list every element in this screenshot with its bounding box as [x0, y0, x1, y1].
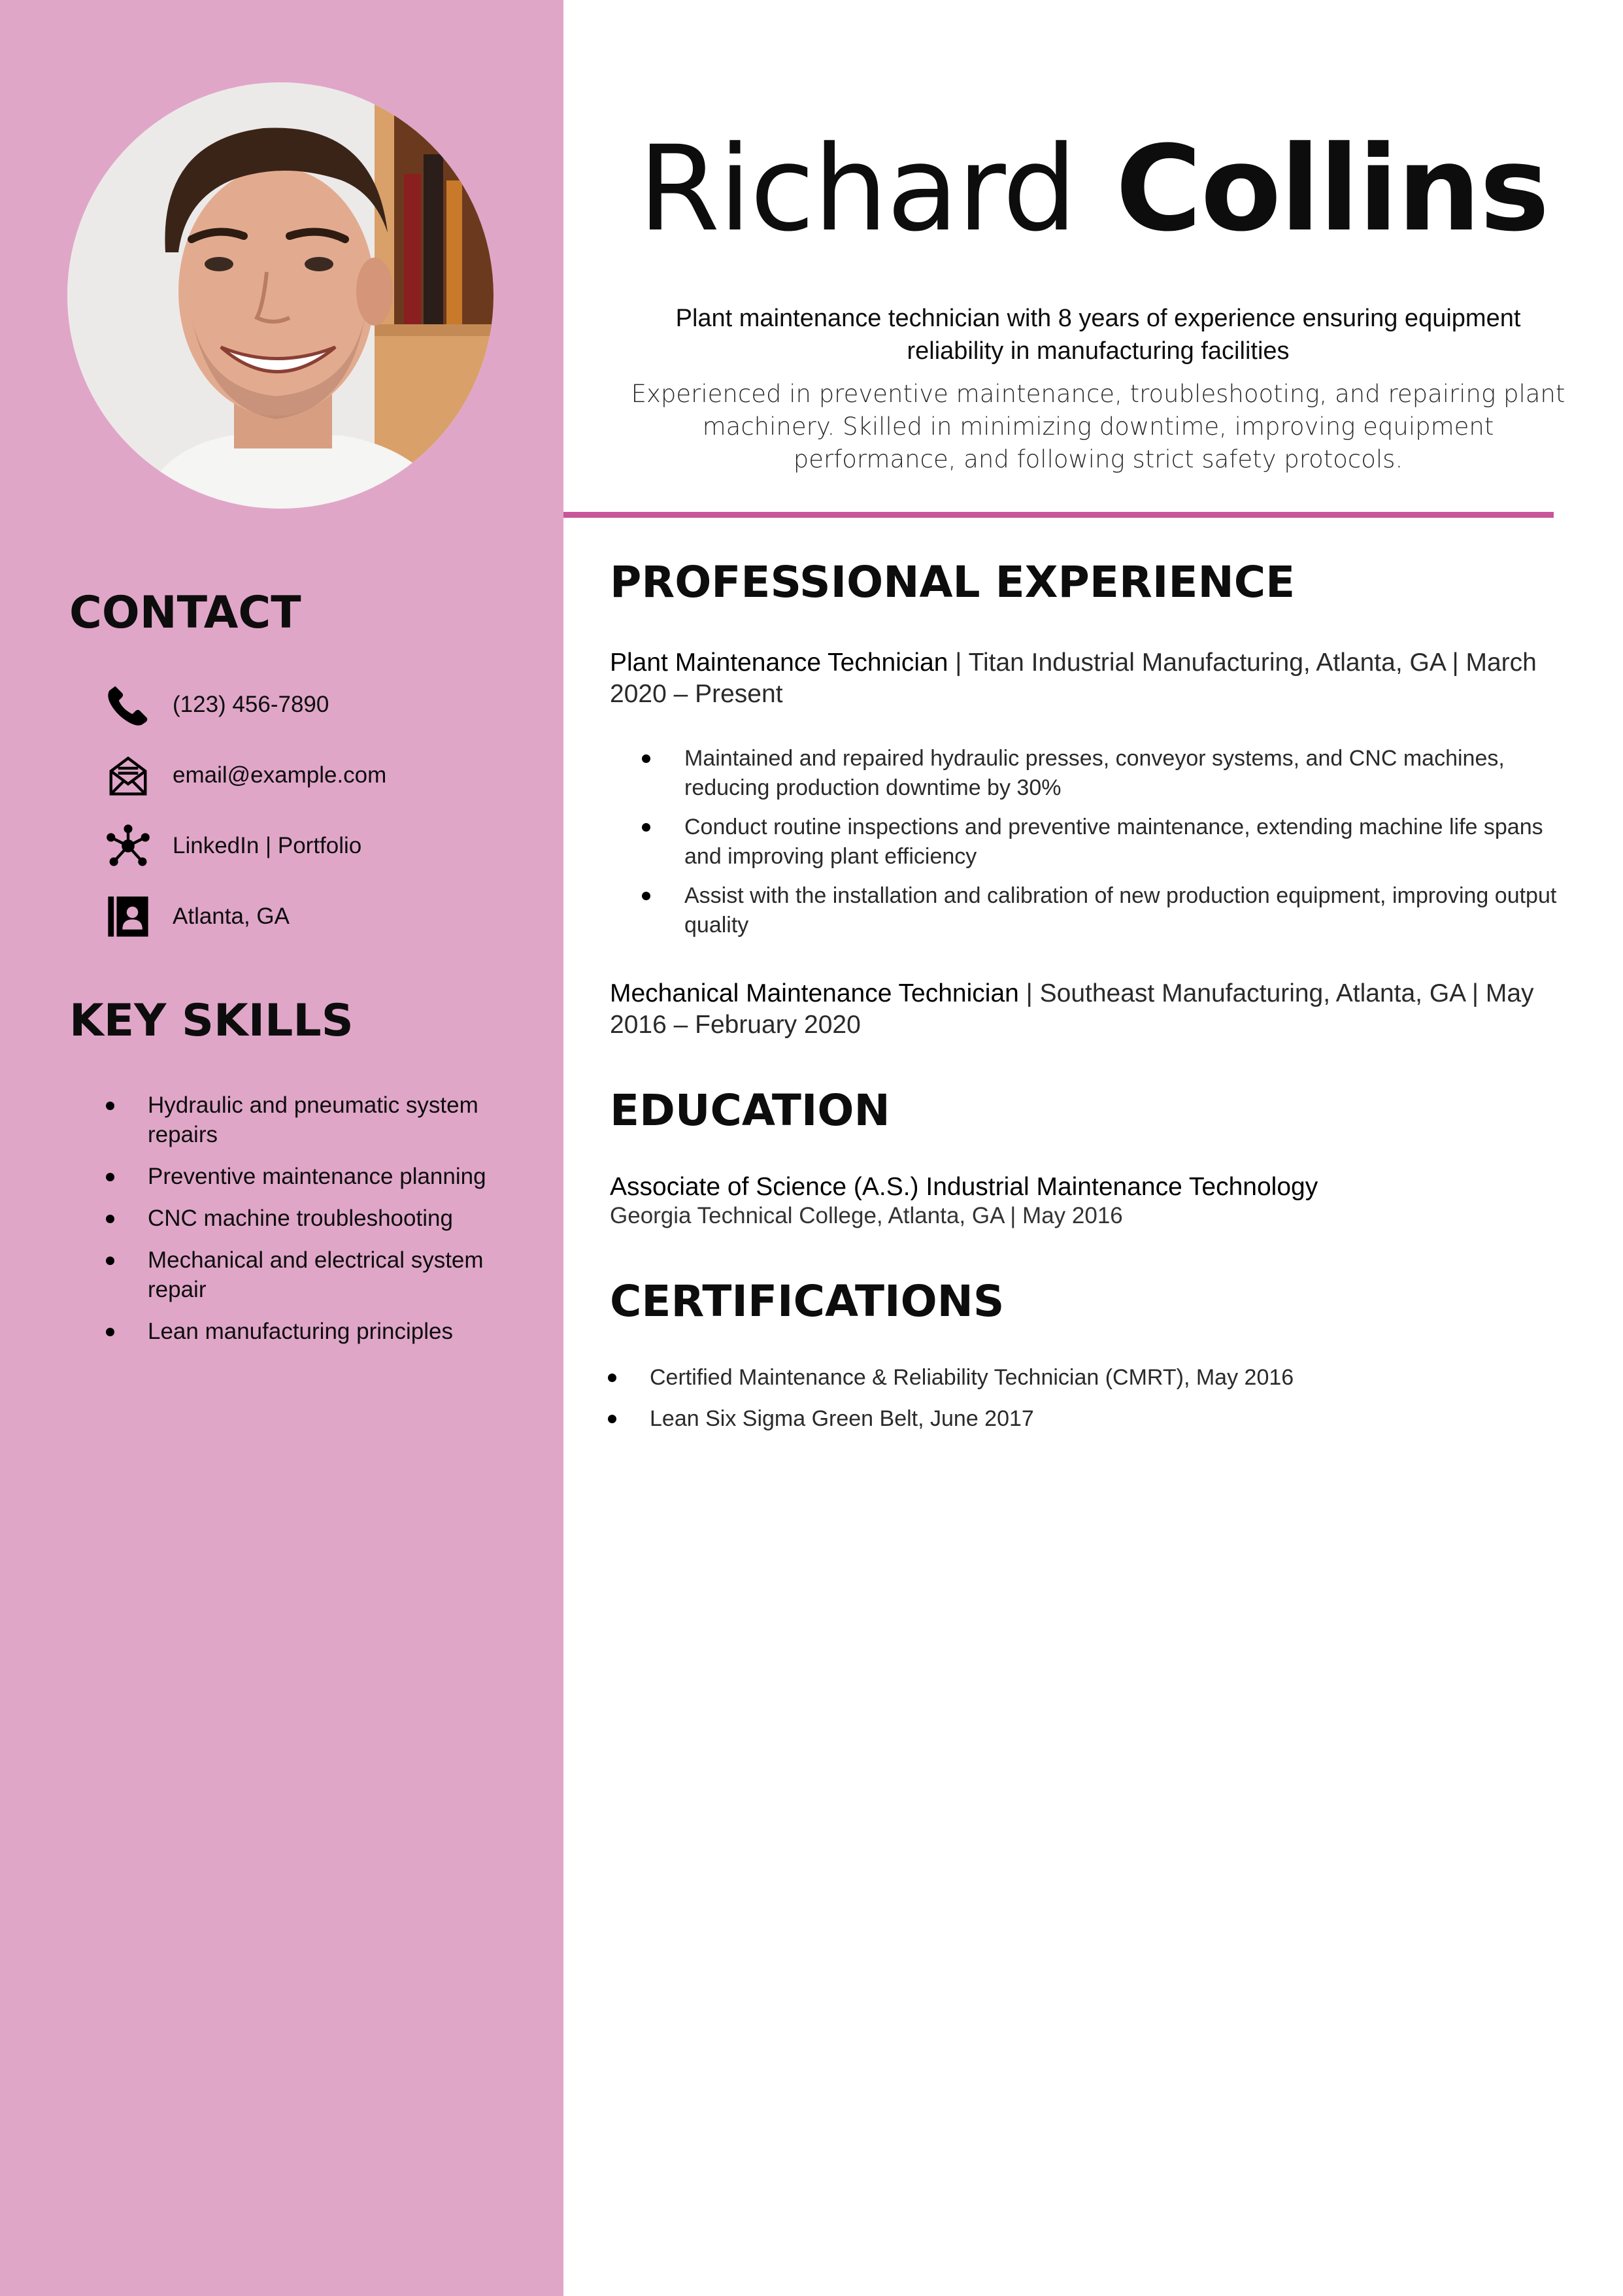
- sidebar: [0, 0, 563, 2296]
- school: Georgia Technical College, Atlanta, GA | May 2016: [610, 1203, 1123, 1228]
- certifications-list: [607, 1363, 1522, 1445]
- header-divider: [563, 512, 1554, 518]
- tagline: Plant maintenance technician with 8 years of experience ensuring equipment reliability in manufacturing facilities: [675, 305, 1521, 365]
- contact-card-icon: [105, 893, 152, 940]
- summary: Experienced in preventive maintenance, troubleshooting, and repairing plant machinery. Skilled in minimizing downtime, improving equipment performance, and following strict safety protocols.: [631, 380, 1565, 473]
- portrait-illustration: [67, 82, 494, 509]
- list-item: Maintained and repaired hydraulic presses, conveyor systems, and CNC machines, reducing production downtime by 30%: [642, 744, 1557, 803]
- job-line-1: [610, 647, 1564, 710]
- job-title: Mechanical Maintenance Technician: [610, 979, 1019, 1007]
- list-item: Conduct routine inspections and preventive maintenance, extending machine life spans and improving plant efficiency: [642, 813, 1557, 871]
- key-skills-heading: KEY SKILLS: [69, 995, 354, 1047]
- list-item: Lean Six Sigma Green Belt, June 2017: [607, 1404, 1522, 1434]
- key-skills-list: [105, 1090, 523, 1359]
- network-icon: [105, 822, 152, 869]
- contact-phone-text: (123) 456-7890: [173, 692, 329, 717]
- list-item: CNC machine troubleshooting: [105, 1204, 523, 1233]
- contact-heading: CONTACT: [69, 587, 301, 639]
- envelope-icon: [105, 752, 152, 799]
- contact-location-text: Atlanta, GA: [173, 903, 290, 929]
- job-details: | Southeast Manufacturing, Atlanta, GA | May 2016 – February 2020: [610, 979, 1534, 1039]
- phone-icon: [105, 681, 152, 728]
- job-title: Plant Maintenance Technician: [610, 649, 948, 677]
- job-bullets: [642, 744, 1557, 950]
- list-item: Hydraulic and pneumatic system repairs: [105, 1090, 523, 1149]
- list-item: Mechanical and electrical system repair: [105, 1245, 523, 1304]
- first-name: Richard: [638, 121, 1076, 258]
- contact-phone[interactable]: [105, 679, 329, 731]
- last-name: Collins: [1115, 121, 1548, 258]
- job-details: | Titan Industrial Manufacturing, Atlanta, GA | March 2020 – Present: [610, 649, 1537, 708]
- list-item: Preventive maintenance planning: [105, 1162, 523, 1191]
- profile-photo: [67, 82, 494, 509]
- list-item: Assist with the installation and calibration of new production equipment, improving output quality: [642, 881, 1557, 940]
- contact-email[interactable]: [105, 749, 387, 802]
- contact-links-text: LinkedIn | Portfolio: [173, 833, 362, 858]
- job-line-2: [610, 978, 1564, 1041]
- experience-heading: PROFESSIONAL EXPERIENCE: [610, 557, 1296, 607]
- list-item: Lean manufacturing principles: [105, 1317, 523, 1346]
- contact-location[interactable]: [105, 890, 290, 943]
- degree: Associate of Science (A.S.) Industrial Maintenance Technology: [610, 1173, 1318, 1201]
- contact-email-text: email@example.com: [173, 762, 387, 788]
- person-name: [563, 121, 1623, 258]
- contact-links[interactable]: [105, 820, 362, 872]
- certifications-heading: CERTIFICATIONS: [610, 1276, 1005, 1326]
- education-heading: EDUCATION: [610, 1085, 890, 1136]
- list-item: Certified Maintenance & Reliability Technician (CMRT), May 2016: [607, 1363, 1522, 1393]
